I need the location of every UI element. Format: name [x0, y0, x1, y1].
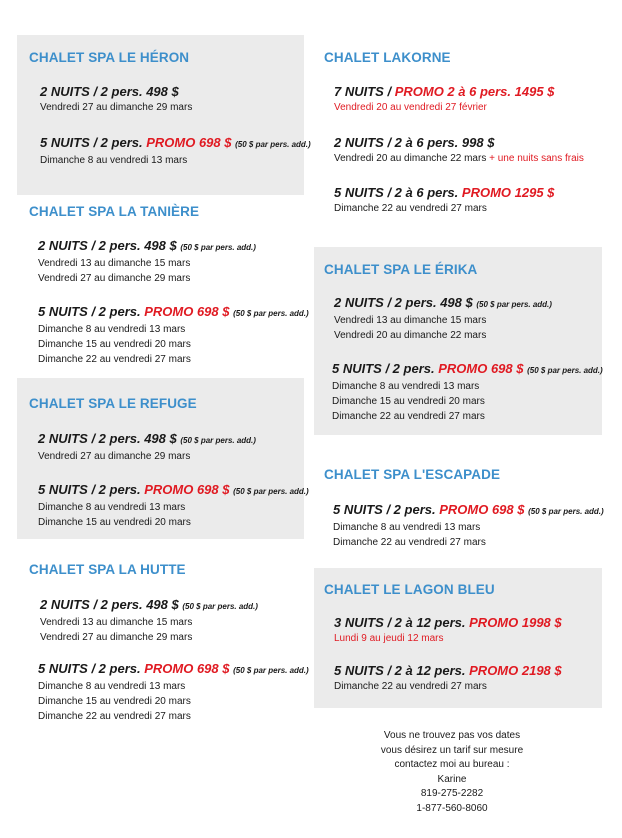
offer-promo: PROMO 698 $	[144, 661, 230, 676]
offer	[40, 135, 311, 168]
offer-date: Dimanche 8 au vendredi 13 mars	[333, 522, 481, 533]
offer-nights: 5 NUITS / 2 pers.	[40, 135, 143, 150]
chalet-title: CHALET SPA LA HUTTE	[29, 562, 186, 577]
offer-date: Vendredi 27 au dimanche 29 mars	[38, 451, 191, 462]
offer	[334, 185, 554, 216]
offer-nights: 5 NUITS / 2 à 6 pers.	[334, 185, 459, 200]
offer	[40, 84, 192, 115]
offer-nights: 7 NUITS /	[334, 84, 392, 99]
offer-date: Dimanche 8 au vendredi 13 mars	[38, 324, 186, 335]
offer	[38, 238, 256, 286]
offer-nights: 2 NUITS / 2 pers. 498 $	[38, 238, 177, 253]
chalet-title: CHALET LE LAGON BLEU	[324, 582, 495, 597]
offer-date: Dimanche 15 au vendredi 20 mars	[38, 517, 191, 528]
offer-date: Vendredi 27 au dimanche 29 mars	[40, 632, 193, 643]
chalet-title: CHALET SPA L'ESCAPADE	[324, 467, 501, 482]
offer-date: Vendredi 13 au dimanche 15 mars	[38, 258, 191, 269]
contact-name: Karine	[437, 773, 467, 785]
offer-promo: PROMO 698 $	[144, 482, 230, 497]
contact-line: Vous ne trouvez pas vos dates	[383, 730, 521, 741]
offer-promo: PROMO 1998 $	[469, 615, 562, 630]
offer-date: Vendredi 20 au dimanche 22 mars	[334, 153, 487, 164]
offer	[334, 135, 584, 166]
offer-note: (50 $ par pers. add.)	[180, 243, 256, 252]
chalet-title: CHALET SPA LE ÉRIKA	[324, 262, 478, 277]
offer-date: Dimanche 22 au vendredi 27 mars	[332, 411, 485, 422]
offer-nights: 3 NUITS / 2 à 12 pers.	[334, 615, 466, 630]
offer-nights: 5 NUITS / 2 pers.	[38, 661, 141, 676]
offer-nights: 5 NUITS / 2 pers.	[333, 502, 436, 517]
offer-nights: 2 NUITS / 2 à 6 pers. 998 $	[334, 135, 495, 150]
offer-nights: 5 NUITS / 2 pers.	[332, 361, 435, 376]
offer-note: (50 $ par pers. add.)	[233, 666, 309, 675]
offer	[334, 295, 552, 343]
offer	[334, 663, 562, 694]
offer-date: Dimanche 22 au vendredi 27 mars	[38, 354, 191, 365]
offer-promo: PROMO 2 à 6 pers. 1495 $	[394, 84, 555, 99]
offer-promo: PROMO 2198 $	[469, 663, 562, 678]
offer-date: Dimanche 8 au vendredi 13 mars	[332, 381, 480, 392]
offer-promo: PROMO 698 $	[144, 304, 230, 319]
offer-note: (50 $ par pers. add.)	[182, 602, 258, 611]
offer-date: Lundi 9 au jeudi 12 mars	[334, 633, 444, 644]
offer-date: Dimanche 15 au vendredi 20 mars	[38, 696, 191, 707]
offer	[38, 304, 309, 367]
offer-note: (50 $ par pers. add.)	[233, 309, 309, 318]
offer-date: Dimanche 8 au vendredi 13 mars	[38, 681, 186, 692]
offer-nights: 2 NUITS / 2 pers. 498 $	[334, 295, 473, 310]
chalet-title: CHALET SPA LE REFUGE	[29, 396, 197, 411]
offer	[333, 502, 604, 550]
offer-extra: + une nuits sans frais	[489, 153, 584, 164]
offer-nights: 5 NUITS / 2 à 12 pers.	[334, 663, 466, 678]
offer-date: Dimanche 22 au vendredi 27 mars	[38, 711, 191, 722]
offer-promo: PROMO 698 $	[439, 502, 525, 517]
contact-line: contactez moi au bureau :	[394, 759, 510, 770]
offer-note: (50 $ par pers. add.)	[476, 300, 552, 309]
chalet-title: CHALET SPA LA TANIÈRE	[29, 204, 200, 219]
offer-date: Dimanche 22 au vendredi 27 mars	[334, 203, 487, 214]
offer-note: (50 $ par pers. add.)	[233, 487, 309, 496]
offer-date: Vendredi 27 au dimanche 29 mars	[40, 102, 193, 113]
chalet-title: CHALET LAKORNE	[324, 50, 451, 65]
offer-nights: 5 NUITS / 2 pers.	[38, 304, 141, 319]
offer	[38, 431, 256, 464]
offer-note: (50 $ par pers. add.)	[527, 366, 603, 375]
offer	[38, 661, 309, 724]
offer	[334, 84, 554, 115]
chalet-title: CHALET SPA LE HÉRON	[29, 50, 190, 65]
contact-phone: 819-275-2282	[420, 788, 484, 799]
offer-note: (50 $ par pers. add.)	[528, 507, 604, 516]
offer-date: Vendredi 27 au dimanche 29 mars	[38, 273, 191, 284]
offer-promo: PROMO 1295 $	[461, 185, 555, 200]
offer	[40, 597, 258, 645]
offer-nights: 2 NUITS / 2 pers. 498 $	[40, 84, 179, 99]
offer-nights: 2 NUITS / 2 pers. 498 $	[38, 431, 177, 446]
offer-note: (50 $ par pers. add.)	[180, 436, 256, 445]
offer-date: Vendredi 20 au dimanche 22 mars	[334, 330, 487, 341]
contact-line: vous désirez un tarif sur mesure	[380, 744, 524, 756]
contact-phone-tollfree: 1-877-560-8060	[416, 802, 488, 814]
offer-nights: 5 NUITS / 2 pers.	[38, 482, 141, 497]
offer-date: Dimanche 15 au vendredi 20 mars	[332, 396, 485, 407]
offer-date: Dimanche 22 au vendredi 27 mars	[333, 537, 486, 548]
contact-block	[330, 729, 574, 816]
offer-date: Vendredi 20 au vendredi 27 février	[334, 102, 487, 113]
offer-date: Dimanche 8 au vendredi 13 mars	[38, 502, 186, 513]
offer	[334, 615, 562, 646]
offer-date: Dimanche 22 au vendredi 27 mars	[334, 681, 487, 692]
offer	[38, 482, 309, 530]
offer-date: Vendredi 13 au dimanche 15 mars	[334, 315, 487, 326]
offer-date: Dimanche 8 au vendredi 13 mars	[40, 155, 188, 166]
offer-date: Vendredi 13 au dimanche 15 mars	[40, 617, 193, 628]
offer-note: (50 $ par pers. add.)	[235, 140, 311, 149]
offer	[332, 361, 603, 424]
offer-promo: PROMO 698 $	[146, 135, 232, 150]
offer-nights: 2 NUITS / 2 pers. 498 $	[40, 597, 179, 612]
offer-promo: PROMO 698 $	[438, 361, 524, 376]
offer-date: Dimanche 15 au vendredi 20 mars	[38, 339, 191, 350]
